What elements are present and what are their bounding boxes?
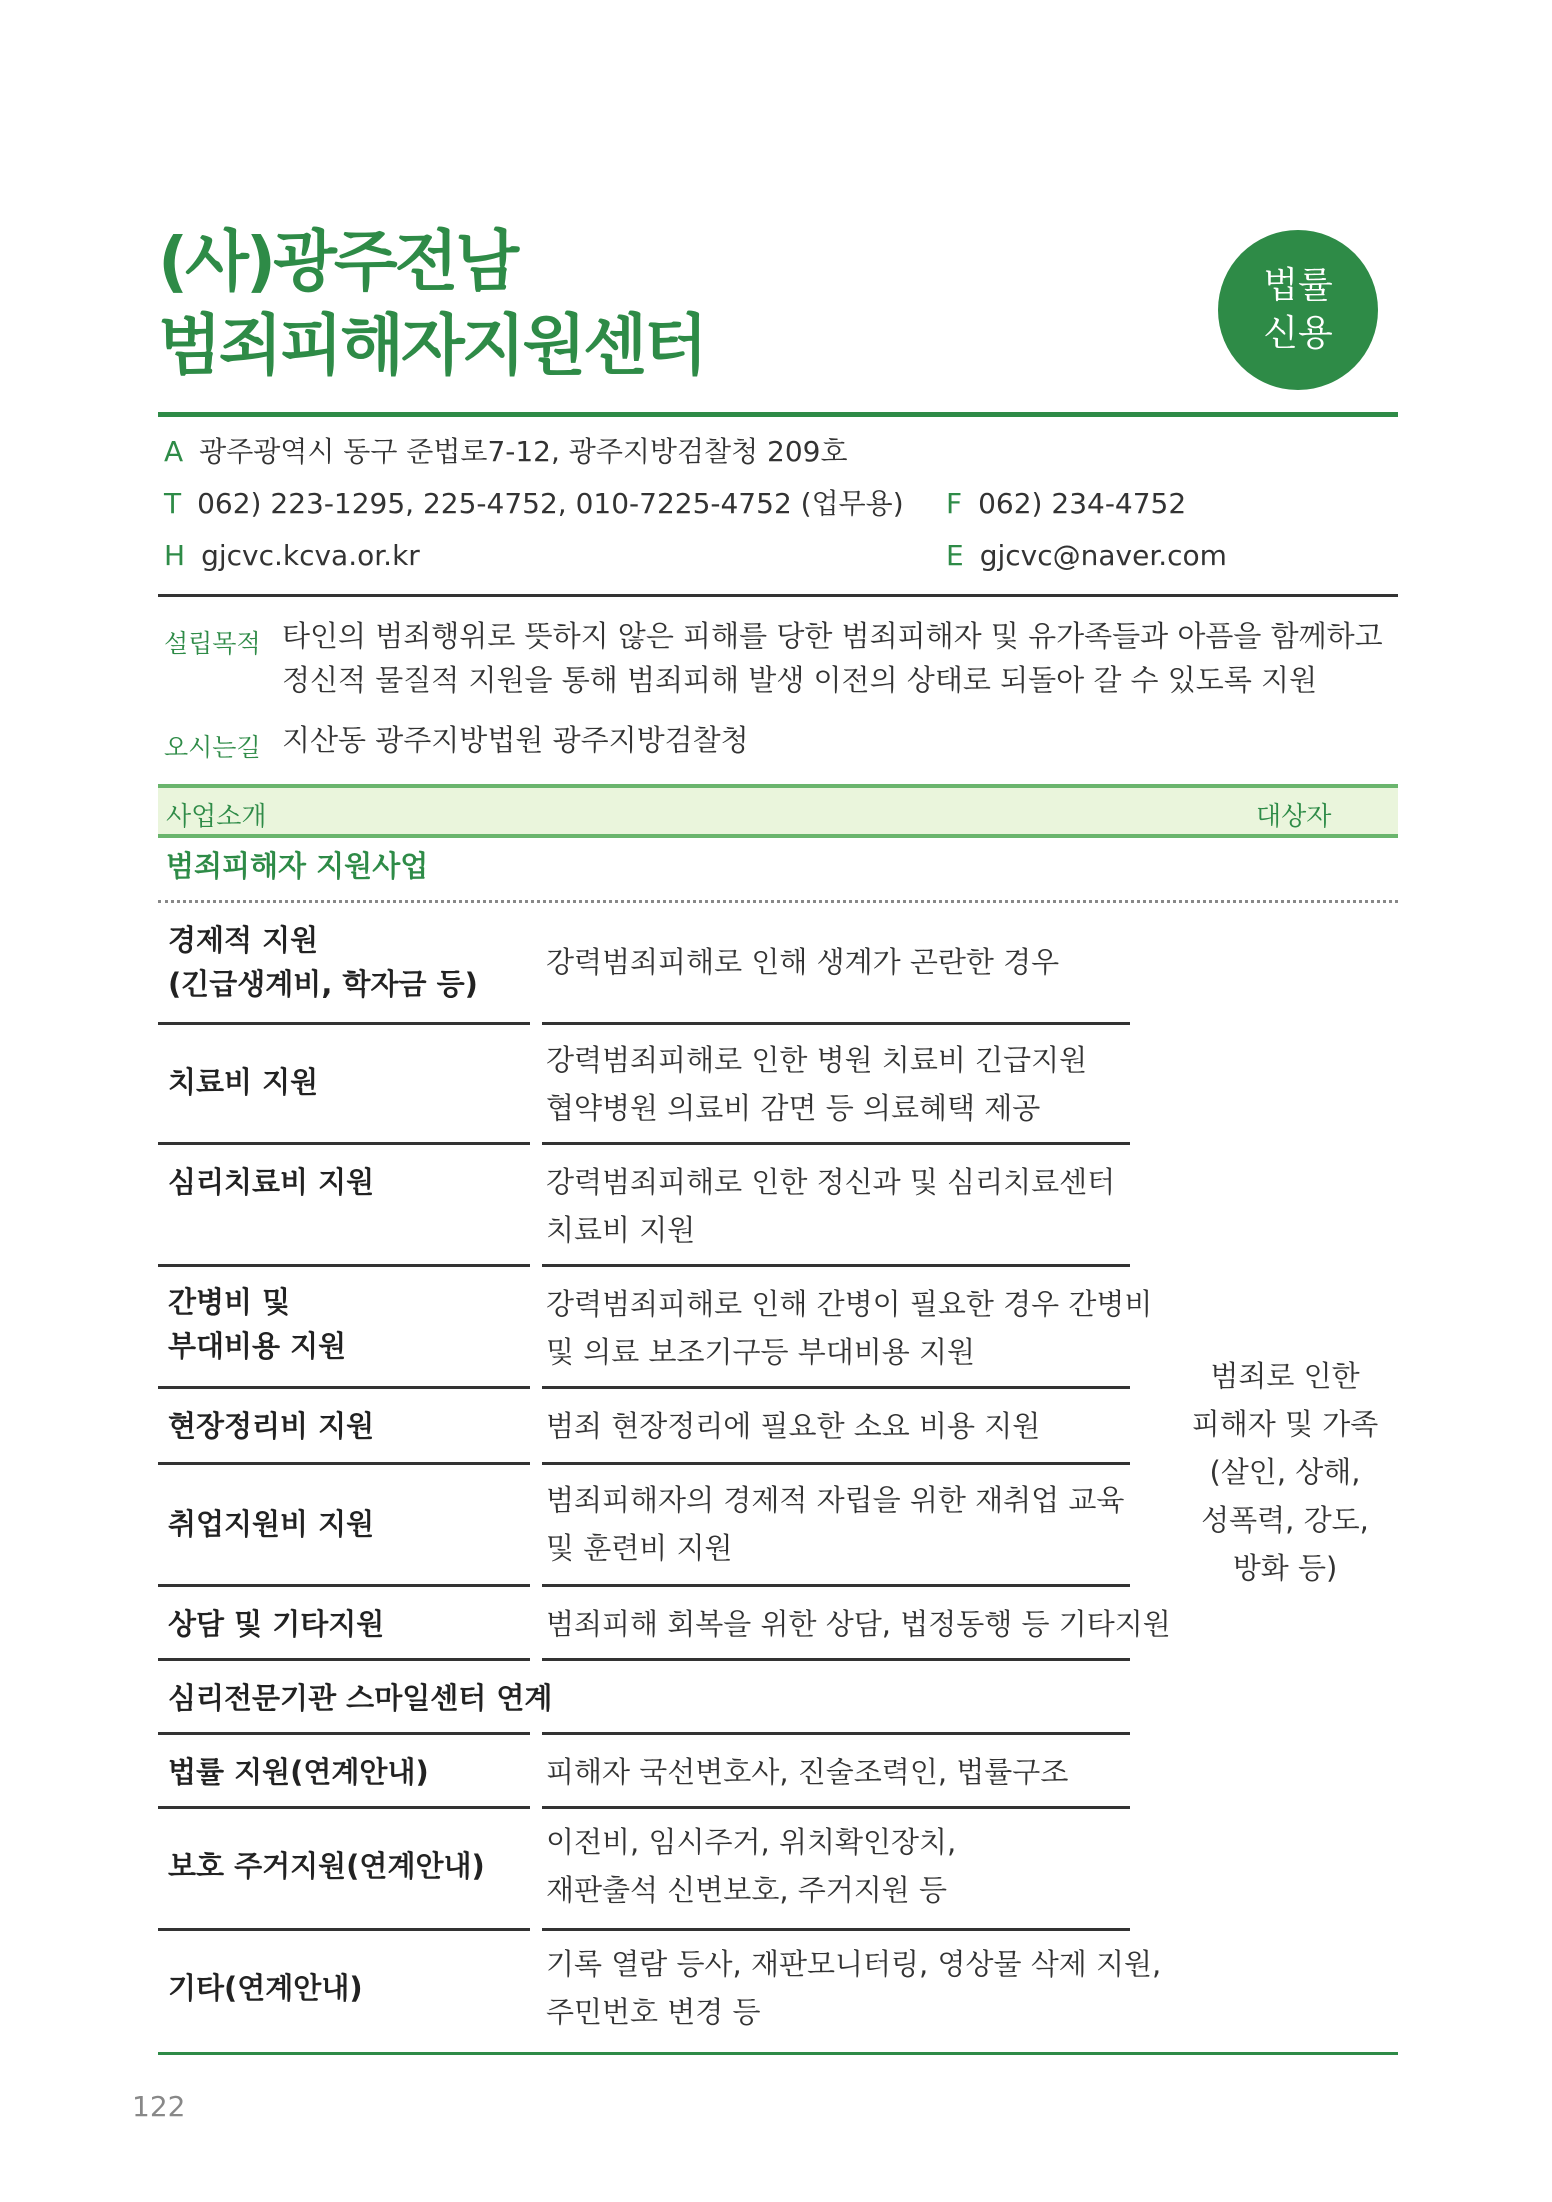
row-divider bbox=[542, 1928, 1130, 1931]
page-title bbox=[158, 220, 1158, 388]
row-desc-line: 강력범죄피해로 인한 정신과 및 심리치료센터 bbox=[546, 1165, 1116, 1199]
row-desc bbox=[546, 1158, 1136, 1254]
row-name: 심리전문기관 스마일센터 연계 bbox=[168, 1681, 553, 1715]
row-divider bbox=[158, 1142, 530, 1145]
row-name-line: 경제적 지원 bbox=[168, 923, 319, 957]
row-desc-line: 피해자 국선변호사, 진술조력인, 법률구조 bbox=[546, 1755, 1069, 1789]
table-bottom-divider bbox=[158, 2052, 1398, 2055]
header-target: 대상자 bbox=[1256, 802, 1332, 832]
address-line bbox=[164, 434, 848, 470]
row-name bbox=[168, 918, 528, 1006]
row-divider bbox=[542, 1584, 1130, 1587]
row-name: 기타(연계안내) bbox=[168, 1971, 363, 2005]
section-title: 범죄피해자 지원사업 bbox=[166, 849, 429, 883]
row-divider bbox=[158, 1658, 530, 1661]
tel-line bbox=[164, 486, 904, 522]
row-name: 치료비 지원 bbox=[168, 1065, 319, 1099]
category-badge bbox=[1218, 230, 1378, 390]
row-desc bbox=[546, 938, 1136, 986]
row-divider bbox=[158, 1928, 530, 1931]
section-divider bbox=[158, 900, 1398, 903]
homepage-line bbox=[164, 538, 420, 574]
row-desc bbox=[546, 1402, 1136, 1450]
directions-label: 오시는길 bbox=[164, 733, 261, 762]
row-desc-line: 강력범죄피해로 인해 간병이 필요한 경우 간병비 bbox=[546, 1287, 1153, 1321]
row-divider bbox=[158, 1462, 530, 1465]
title-line-1: (사)광주전남 bbox=[158, 223, 517, 300]
purpose-label: 설립목적 bbox=[164, 629, 261, 658]
row-desc bbox=[546, 1748, 1136, 1796]
purpose-line-1: 타인의 범죄행위로 뜻하지 않은 피해를 당한 범죄피해자 및 유가족들과 아픔을 함께하고 bbox=[282, 619, 1383, 653]
row-divider bbox=[542, 1022, 1130, 1025]
row-desc-line: 주민번호 변경 등 bbox=[546, 1995, 761, 2029]
fax-value: 062) 234-4752 bbox=[978, 487, 1187, 520]
purpose-text bbox=[282, 614, 1383, 702]
row-desc-line: 및 훈련비 지원 bbox=[546, 1531, 733, 1565]
row-desc bbox=[546, 1600, 1171, 1648]
row-divider bbox=[158, 1732, 530, 1735]
tel-label: T bbox=[164, 487, 182, 520]
title-line-2: 범죄피해자지원센터 bbox=[158, 307, 705, 384]
email-link[interactable]: gjcvc@naver.com bbox=[979, 539, 1227, 572]
purpose-line-2: 정신적 물질적 지원을 통해 범죄피해 발생 이전의 상태로 되돌아 갈 수 있도록 지원 bbox=[282, 663, 1318, 697]
row-name: 보호 주거지원(연계안내) bbox=[168, 1849, 485, 1883]
address-value: 광주광역시 동구 준법로7-12, 광주지방검찰청 209호 bbox=[199, 435, 848, 468]
email-label: E bbox=[946, 539, 964, 572]
row-desc-line: 강력범죄피해로 인한 병원 치료비 긴급지원 bbox=[546, 1043, 1088, 1077]
target-line: (살인, 상해, bbox=[1209, 1455, 1361, 1489]
row-name: 취업지원비 지원 bbox=[168, 1507, 375, 1541]
table-header bbox=[158, 784, 1398, 838]
row-desc-line: 범죄 현장정리에 필요한 소요 비용 지원 bbox=[546, 1409, 1041, 1443]
target-line: 피해자 및 가족 bbox=[1191, 1407, 1379, 1441]
contact-divider bbox=[158, 594, 1398, 597]
address-label: A bbox=[164, 435, 184, 468]
target-line: 범죄로 인한 bbox=[1210, 1359, 1360, 1393]
row-name: 심리치료비 지원 bbox=[168, 1165, 375, 1199]
row-name: 법률 지원(연계안내) bbox=[168, 1755, 429, 1789]
fax-label: F bbox=[946, 487, 963, 520]
homepage-link[interactable]: gjcvc.kcva.or.kr bbox=[201, 539, 420, 572]
header-business: 사업소개 bbox=[166, 802, 267, 832]
row-divider bbox=[542, 1732, 1130, 1735]
fax-line bbox=[946, 486, 1186, 522]
row-divider bbox=[158, 1022, 530, 1025]
target-line: 성폭력, 강도, bbox=[1201, 1503, 1369, 1537]
row-name: 상담 및 기타지원 bbox=[168, 1607, 385, 1641]
row-desc bbox=[546, 1818, 1136, 1914]
badge-line-2: 신용 bbox=[1263, 313, 1333, 354]
row-divider bbox=[542, 1462, 1130, 1465]
row-divider bbox=[158, 1264, 530, 1267]
row-divider bbox=[158, 1386, 530, 1389]
row-desc-line: 협약병원 의료비 감면 등 의료혜택 제공 bbox=[546, 1091, 1041, 1125]
row-divider bbox=[158, 1584, 530, 1587]
row-name bbox=[168, 1280, 528, 1368]
tel-value: 062) 223-1295, 225-4752, 010-7225-4752 (업무용) bbox=[197, 487, 904, 520]
row-divider bbox=[542, 1386, 1130, 1389]
row-desc bbox=[546, 1280, 1153, 1376]
row-name-line: 간병비 및 bbox=[168, 1285, 291, 1319]
row-desc-line: 및 의료 보조기구등 부대비용 지원 bbox=[546, 1335, 976, 1369]
row-desc-line: 기록 열람 등사, 재판모니터링, 영상물 삭제 지원, bbox=[546, 1947, 1162, 1981]
row-divider bbox=[158, 1806, 530, 1809]
row-name-line: (긴급생계비, 학자금 등) bbox=[168, 967, 478, 1001]
row-desc-line: 이전비, 임시주거, 위치확인장치, bbox=[546, 1825, 957, 1859]
row-divider bbox=[542, 1658, 1130, 1661]
page-number: 122 bbox=[132, 2090, 186, 2123]
row-desc bbox=[546, 1036, 1136, 1132]
row-desc bbox=[546, 1940, 1162, 2036]
row-name-line: 부대비용 지원 bbox=[168, 1329, 347, 1363]
row-name: 현장정리비 지원 bbox=[168, 1409, 375, 1443]
row-divider bbox=[542, 1142, 1130, 1145]
row-desc-line: 범죄피해자의 경제적 자립을 위한 재취업 교육 bbox=[546, 1483, 1125, 1517]
row-divider bbox=[542, 1806, 1130, 1809]
row-divider bbox=[542, 1264, 1130, 1267]
row-desc-line: 재판출석 신변보호, 주거지원 등 bbox=[546, 1873, 948, 1907]
row-desc bbox=[546, 1476, 1136, 1572]
email-line bbox=[946, 538, 1227, 574]
badge-line-1: 법률 bbox=[1263, 265, 1333, 306]
title-divider bbox=[158, 412, 1398, 417]
target-line: 방화 등) bbox=[1232, 1551, 1338, 1585]
row-desc-line: 치료비 지원 bbox=[546, 1213, 696, 1247]
directions-text: 지산동 광주지방법원 광주지방검찰청 bbox=[282, 723, 749, 757]
row-desc-line: 강력범죄피해로 인해 생계가 곤란한 경우 bbox=[546, 945, 1060, 979]
target-description bbox=[1180, 1352, 1390, 1592]
homepage-label: H bbox=[164, 539, 186, 572]
row-desc-line: 범죄피해 회복을 위한 상담, 법정동행 등 기타지원 bbox=[546, 1607, 1171, 1641]
